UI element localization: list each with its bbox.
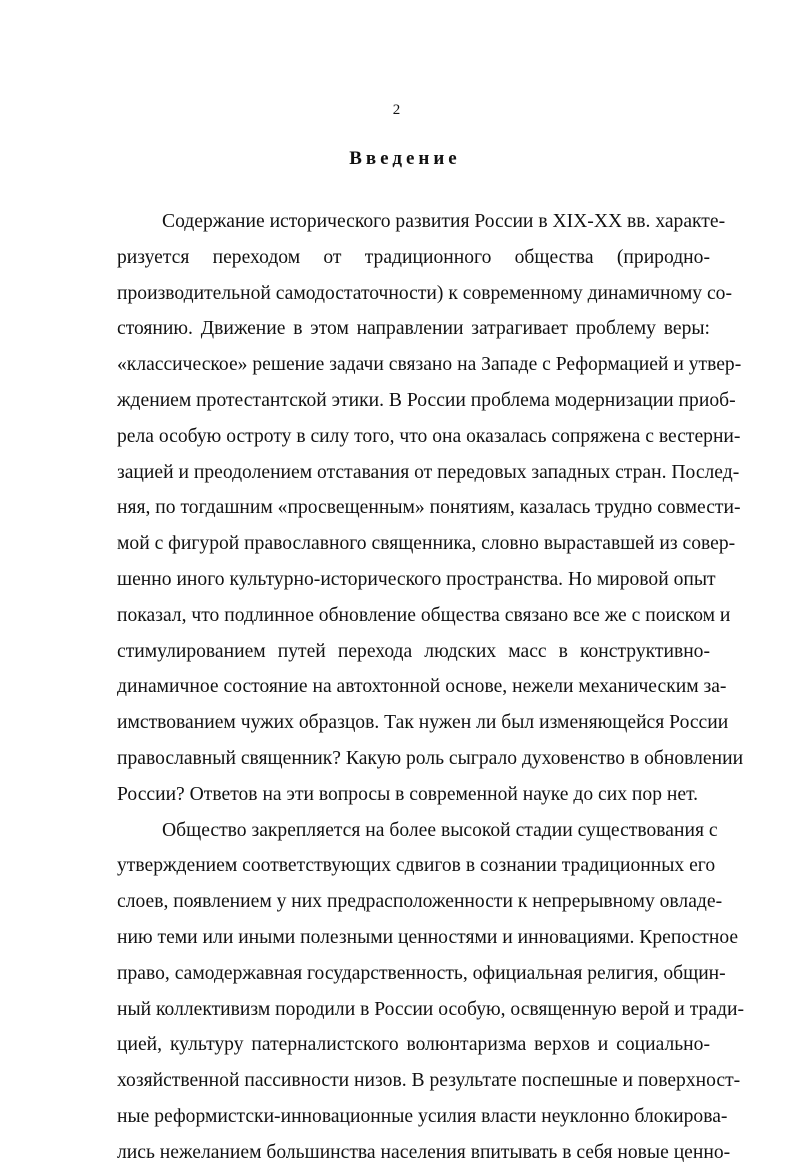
text-line: православный священник? Какую роль сыграло духовенство в обновлении xyxy=(117,747,744,769)
text-line: хозяйственной пассивности низов. В результате поспешные и поверхност- xyxy=(117,1070,741,1092)
text-line: Содержание исторического развития России в XIX-XX вв. характе- xyxy=(162,211,726,232)
text-line: няя, по тогдашним «просвещенным» понятиям, казалась трудно совмести- xyxy=(117,497,741,519)
text-line: зацией и преодолением отставания от передовых западных стран. Послед- xyxy=(117,461,740,483)
paragraph-1 xyxy=(117,204,744,813)
text-line: ризуется переходом от традиционного общества (природно- xyxy=(117,246,710,268)
text-line: слоев, появлением у них предрасположенности к непрерывному овладе- xyxy=(117,891,723,913)
text-line: мой с фигурой православного священника, словно выраставшей из совер- xyxy=(117,533,736,555)
paragraph-2 xyxy=(117,813,744,1171)
text-line: нию теми или иными полезными ценностями и инновациями. Крепостное xyxy=(117,926,739,948)
text-line: «классическое» решение задачи связано на Западе с Реформацией и утвер- xyxy=(117,354,742,376)
text-line: показал, что подлинное обновление общества связано все же с поиском и xyxy=(117,604,731,626)
page-number: 2 xyxy=(392,102,401,118)
text-line: шенно иного культурно-исторического пространства. Но мировой опыт xyxy=(117,568,716,590)
text-line: имствованием чужих образцов. Так нужен ли был изменяющейся России xyxy=(117,712,729,734)
text-line: утверждением соответствующих сдвигов в сознании традиционных его xyxy=(117,855,716,877)
text-line: Общество закрепляется на более высокой стадии существования с xyxy=(162,819,718,841)
text-line: цией, культуру патерналистского волюнтаризма верхов и социально- xyxy=(117,1034,710,1056)
text-line: рела особую остроту в силу того, что она оказалась сопряжена с вестерни- xyxy=(117,425,741,447)
text-line: ный коллективизм породили в России особую, освященную верой и тради- xyxy=(117,998,744,1020)
text-line: лись нежеланием большинства населения впитывать в себя новые ценно- xyxy=(117,1141,731,1163)
text-line: ждением протестантской этики. В России проблема модернизации приоб- xyxy=(117,389,736,411)
text-line: право, самодержавная государственность, официальная религия, общин- xyxy=(117,962,726,984)
body-text xyxy=(117,204,744,1171)
text-line: стимулированием путей перехода людских масс в конструктивно- xyxy=(117,640,710,662)
text-line: производительной самодостаточности) к современному динамичному со- xyxy=(117,282,732,304)
text-line: динамичное состояние на автохтонной основе, нежели механическим за- xyxy=(117,676,727,698)
text-line: России? Ответов на эти вопросы в современной науке до сих пор нет. xyxy=(117,783,699,805)
section-heading: Введение xyxy=(349,148,461,169)
text-line: ные реформистски-инновационные усилия власти неуклонно блокирова- xyxy=(117,1105,728,1127)
text-line: стоянию. Движение в этом направлении затрагивает проблему веры: xyxy=(117,318,710,340)
